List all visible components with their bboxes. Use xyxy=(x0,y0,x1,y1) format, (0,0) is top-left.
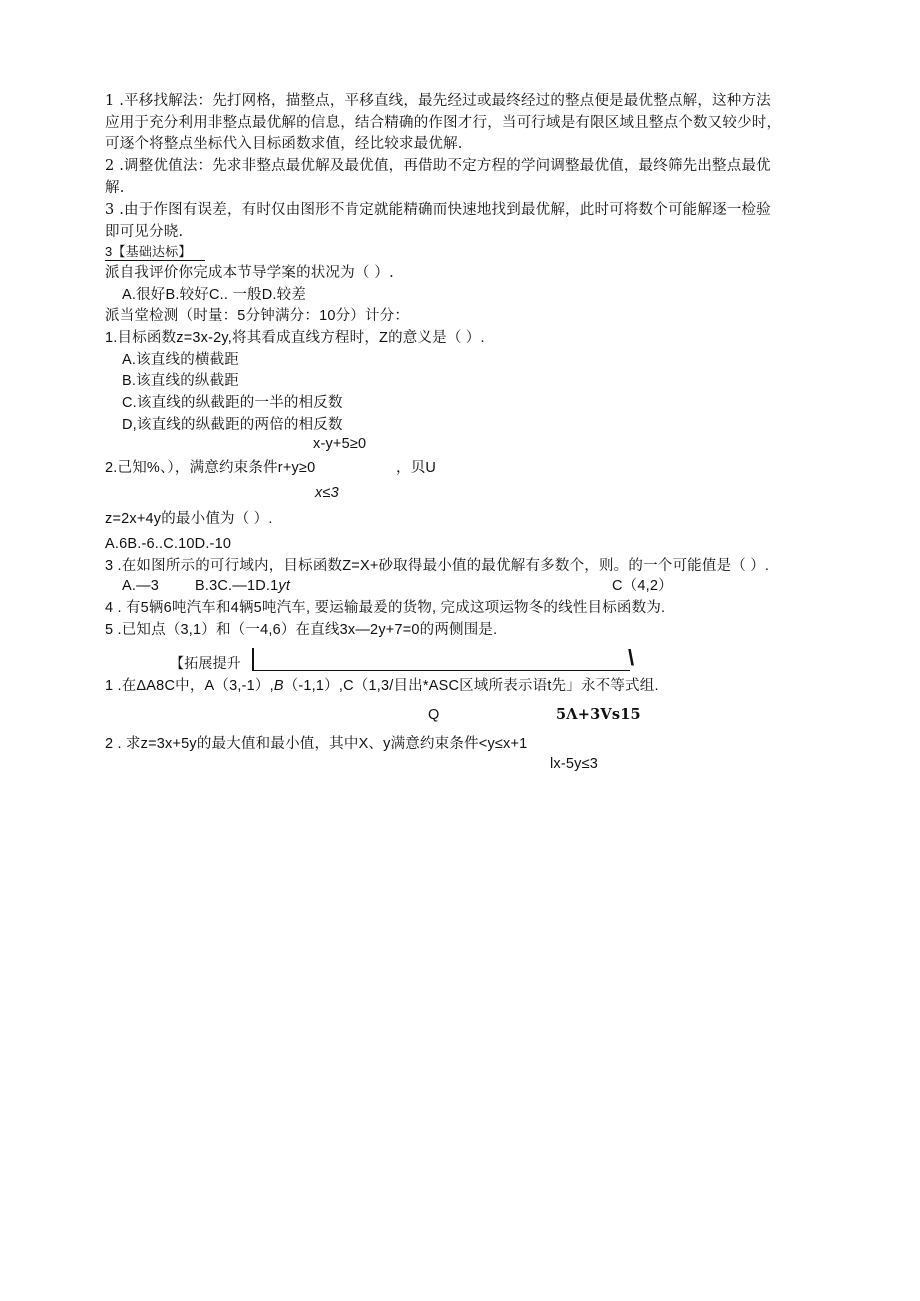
e2-stem: 2 . 求z=3x+5y的最大值和最小值，其中X、y满意约束条件<y≤x+1 xyxy=(105,736,528,752)
q2-condition-1: x-y+5≥0 xyxy=(313,436,367,452)
method-line-7: 即可见分晓. xyxy=(105,224,184,240)
method-line-6: 3 .由于作图有误差，有时仅由图形不肯定就能精确而快速地找到最优解，此时可将数个可能解逐一检验 xyxy=(105,202,771,218)
q3-option-a: A.—3 xyxy=(122,578,160,594)
e1-q-label: Q xyxy=(428,707,440,723)
section-ext-underline xyxy=(252,670,630,671)
section-basic-heading: 3【基础达标】 xyxy=(105,244,192,259)
test-header: 派当堂检测（时量：5分钟满分：10分）计分： xyxy=(105,308,410,324)
q2-ask: z=2x+4y的最小值为（ ）. xyxy=(105,511,273,527)
q3-options-bcd-italic: yt xyxy=(278,578,291,594)
method-line-4: 2 .调整优值法：先求非整点最优解及最优值，再借助不定方程的学问调整最优值，最终筛先出整点最优 xyxy=(105,158,771,174)
q5-stem: 5 .已知点（3,1）和（一4,6）在直线3x—2y+7=0的两侧围是. xyxy=(105,622,498,638)
q4-stem: 4 . 有5辆6吨汽车和4辆5吨汽车, 要运输最爰的货物, 完成这项运物冬的线性目标函数为. xyxy=(105,600,666,616)
self-eval-options: A.很好B.较好C.. 一般D.较差 xyxy=(122,287,307,303)
q3-options-bcd xyxy=(195,577,290,595)
self-eval-question: 派自我评价你完成本节导学案的状况为（ ）. xyxy=(105,265,394,281)
q1-option-d: D,该直线的纵截距的两倍的相反数 xyxy=(122,417,343,433)
q3-stem: 3 .在如图所示的可行域内，目标函数Z=X+砂取得最小值的最优解有多数个，则。的一个可能值是（ ）. xyxy=(105,558,770,574)
q2-stem: 2.己知%、），满意约束条件r+y≥0 xyxy=(105,460,316,476)
e1-stem-line xyxy=(105,677,659,695)
e2-condition: lx-5y≤3 xyxy=(550,756,599,772)
e1-condition: 5Λ+3Vs15 xyxy=(556,706,641,723)
q1-option-c: C.该直线的纵截距的一半的相反数 xyxy=(122,395,343,411)
section-basic-underline xyxy=(105,260,205,261)
q2-stem-tail: ，贝U xyxy=(396,460,437,476)
q1-option-b: B.该直线的纵截距 xyxy=(122,373,239,389)
q1-stem: 1.目标函数z=3x-2y,将其看成直线方程时，Z的意义是（ ）. xyxy=(105,330,485,346)
q2-options: A.6B.-6..C.10D.-10 xyxy=(105,536,232,552)
q3-point-c: C（4,2） xyxy=(612,578,673,594)
e1-stem-b: B xyxy=(273,678,284,694)
method-line-3: 可逐个将整点坐标代入目标函数求值，经比较求最优解. xyxy=(105,136,463,152)
q1-option-a: A.该直线的横截距 xyxy=(122,352,239,368)
section-ext-backslash: \ xyxy=(628,645,635,670)
q3-options-bcd-text: B.3C.—1D.1 xyxy=(195,578,279,594)
method-line-5: 解. xyxy=(105,180,125,196)
method-line-1: 1 .平移找解法：先打网格，描整点，平移直线，最先经过或最终经过的整点便是最优整点解，这种方法 xyxy=(105,93,771,109)
e1-stem-rest: （-1,1）,C（1,3/目出*ASC区域所表示语t先」永不等式组. xyxy=(283,678,659,694)
e1-stem: 1 .在ΔA8C中，A（3,-1）, xyxy=(105,678,274,694)
method-line-2: 应用于充分利用非整点最优解的信息，结合精确的作图才行，当可行域是有限区域且整点个数又较少时， xyxy=(105,115,782,131)
section-ext-bar xyxy=(252,648,254,670)
section-ext-heading: 【拓展提升 xyxy=(170,655,241,671)
q2-condition-3: x≤3 xyxy=(315,485,339,501)
